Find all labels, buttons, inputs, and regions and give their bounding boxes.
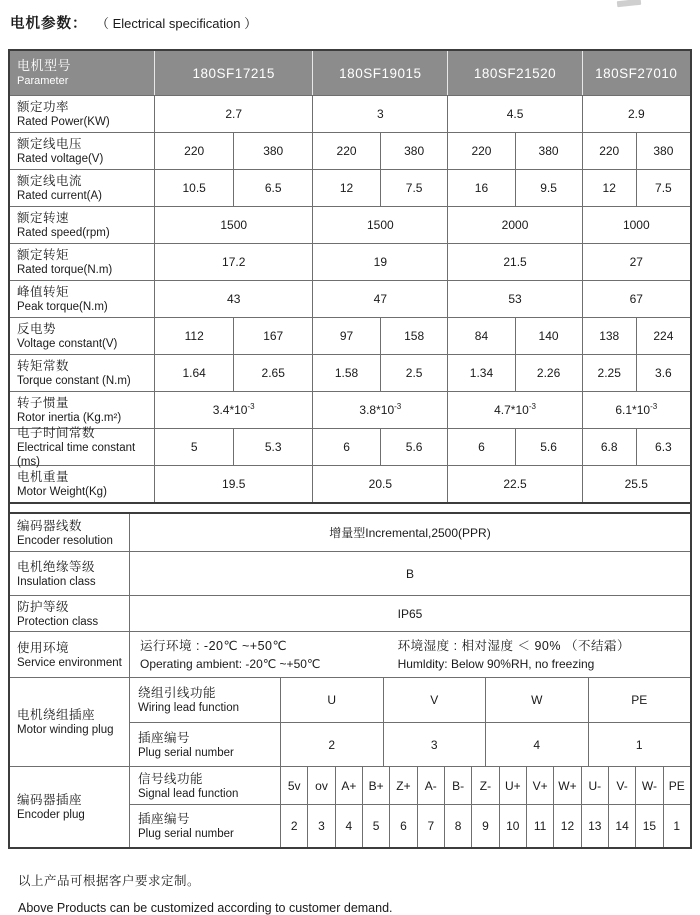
header-model-4: 180SF27010 (582, 51, 690, 95)
row-label-zh: 额定转矩 (17, 248, 70, 262)
row-service-environment (10, 631, 690, 677)
humidity-zh: 环境湿度 : 相对湿度 ＜ 90% （不结霜） (397, 639, 630, 653)
row-label (10, 281, 154, 317)
value-cell: 220 (154, 133, 233, 169)
value-cell: 10.5 (154, 170, 233, 206)
value-cell: 4 (485, 723, 588, 766)
value-cell: 220 (582, 133, 636, 169)
value-cell: 97 (312, 318, 380, 354)
value-cell: 2 (280, 723, 383, 766)
row-label-zh: 额定线电压 (17, 137, 83, 151)
inertia-base: 6.1*10 (615, 403, 651, 417)
value-cell: 84 (447, 318, 514, 354)
row-label (10, 596, 129, 631)
section-label-en: Motor winding plug (17, 724, 114, 736)
value-cell: 1500 (154, 207, 312, 243)
row-motor-weight (10, 465, 690, 502)
value-cell: 13 (581, 805, 608, 847)
operating-ambient-en: Operating ambient: -20℃ ~+50℃ (140, 657, 321, 671)
row-rated-current (10, 169, 690, 206)
value-cell: 158 (380, 318, 448, 354)
row-encoder-resolution (10, 514, 690, 551)
subrow-label (130, 805, 280, 847)
value-cell: 5.3 (233, 429, 312, 465)
value-cell (154, 392, 312, 428)
value-cell: U+ (499, 767, 526, 804)
row-label-zh: 电子时间常数 (17, 426, 96, 440)
row-label-zh: 电机绝缘等级 (17, 559, 96, 574)
subrow-label-zh: 信号线功能 (138, 771, 204, 786)
value-cell (447, 392, 581, 428)
row-label-en: Torque constant (N.m) (17, 375, 131, 387)
row-label-en: Rated speed(rpm) (17, 227, 110, 239)
row-label-en: Service environment (17, 656, 122, 669)
value-cell: A- (417, 767, 444, 804)
inertia-exponent: -3 (650, 402, 658, 411)
row-label (10, 318, 154, 354)
encoder-subtable (129, 767, 690, 847)
section-label-zh: 编码器插座 (17, 793, 83, 807)
value-cell: 2.9 (582, 96, 690, 132)
value-cell: 15 (635, 805, 662, 847)
value-cell: Z+ (389, 767, 416, 804)
row-winding-plug-serial (130, 722, 690, 766)
row-label-en: Voltage constant(V) (17, 338, 118, 350)
value-cell: 6.5 (233, 170, 312, 206)
row-label (10, 632, 129, 677)
table-header-row (10, 51, 690, 95)
value-cell: 5.6 (515, 429, 582, 465)
row-label-zh: 峰值转矩 (17, 285, 70, 299)
value-cell: 1.34 (447, 355, 514, 391)
winding-subtable (129, 678, 690, 766)
row-label (10, 355, 154, 391)
value-cell: 138 (582, 318, 636, 354)
value-cell: V (383, 678, 486, 722)
value-cell: PE (588, 678, 691, 722)
value-cell: 112 (154, 318, 233, 354)
row-label-en: Rated voltage(V) (17, 153, 104, 165)
value-cell (312, 392, 447, 428)
value-cell (582, 392, 690, 428)
row-label-en: Encoder resolution (17, 534, 113, 547)
value-cell: 10 (499, 805, 526, 847)
value-cell: 19 (312, 244, 447, 280)
value-cell: 7.5 (380, 170, 448, 206)
header-model-3: 180SF21520 (447, 51, 581, 95)
row-label-zh: 电机重量 (17, 470, 70, 484)
header-model-1: 180SF17215 (154, 51, 312, 95)
value-cell: 9.5 (515, 170, 582, 206)
value-cell: 12 (312, 170, 380, 206)
row-label-zh: 额定功率 (17, 100, 70, 114)
value-cell: 1000 (582, 207, 690, 243)
value-cell: 220 (447, 133, 514, 169)
value-cell: 53 (447, 281, 581, 317)
value-cell: U (280, 678, 383, 722)
value-cell: 6 (389, 805, 416, 847)
header-parameter-zh: 电机型号 (17, 58, 72, 73)
value-cell: 380 (233, 133, 312, 169)
row-label-en: Electrical time constant (ms) (17, 442, 136, 468)
value-cell: 21.5 (447, 244, 581, 280)
value-cell: 27 (582, 244, 690, 280)
row-label-zh: 反电势 (17, 322, 57, 336)
value-cell: W (485, 678, 588, 722)
row-peak-torque (10, 280, 690, 317)
row-encoder-plug-serial (130, 804, 690, 847)
row-label (10, 96, 154, 132)
value-cell: 67 (582, 281, 690, 317)
value-cell: 220 (312, 133, 380, 169)
section-label (10, 678, 129, 766)
value-cell: 3 (312, 96, 447, 132)
value-cell: 3.6 (636, 355, 690, 391)
value-cell: 6.8 (582, 429, 636, 465)
value-cell: W- (635, 767, 662, 804)
value-cell: 16 (447, 170, 514, 206)
subrow-label-zh: 绕组引线功能 (138, 686, 217, 700)
protection-class-value: IP65 (129, 596, 690, 631)
value-cell: PE (663, 767, 690, 804)
operating-ambient-zh: 运行环境 : -20℃ ~+50℃ (140, 639, 288, 653)
header-parameter-cell (10, 51, 154, 95)
inertia-base: 3.4*10 (212, 403, 248, 417)
value-cell: U- (581, 767, 608, 804)
value-cell: A+ (335, 767, 362, 804)
row-label (10, 392, 154, 428)
value-cell: 43 (154, 281, 312, 317)
value-cell: V+ (526, 767, 553, 804)
row-label (10, 244, 154, 280)
row-label-en: Rated Power(KW) (17, 116, 110, 128)
motor-spec-table (8, 49, 692, 504)
value-cell: 2.65 (233, 355, 312, 391)
row-label-zh: 编码器线数 (17, 518, 83, 533)
row-protection-class (10, 595, 690, 631)
row-label-en: Rotor inertia (Kg.m²) (17, 412, 122, 424)
value-cell: 20.5 (312, 466, 447, 502)
row-rated-power (10, 95, 690, 132)
row-label (10, 170, 154, 206)
value-cell: 8 (444, 805, 471, 847)
inertia-base: 4.7*10 (494, 403, 529, 417)
value-cell: 6.3 (636, 429, 690, 465)
value-cell: 2000 (447, 207, 581, 243)
row-label (10, 466, 154, 502)
value-cell: 17.2 (154, 244, 312, 280)
value-cell: 1 (663, 805, 690, 847)
row-label-zh: 使用环境 (17, 640, 70, 655)
footer-note-en: Above Products can be customized according to customer demand. (18, 901, 393, 915)
section-motor-winding-plug (10, 677, 690, 766)
value-cell: 6 (447, 429, 514, 465)
row-label-en: Rated torque(N.m) (17, 264, 113, 276)
row-rated-torque (10, 243, 690, 280)
value-cell: 1 (588, 723, 691, 766)
row-rated-voltage (10, 132, 690, 169)
section-label-zh: 电机绕组插座 (17, 708, 96, 722)
row-torque-constant (10, 354, 690, 391)
subrow-label (130, 767, 280, 804)
page-title-zh: 电机参数： (10, 16, 88, 32)
subrow-label-en: Plug serial number (138, 828, 234, 840)
subrow-label (130, 723, 280, 766)
value-cell: 1.64 (154, 355, 233, 391)
humidity (388, 638, 630, 671)
row-label-zh: 额定线电流 (17, 174, 83, 188)
value-cell: 380 (380, 133, 448, 169)
value-cell: 140 (515, 318, 582, 354)
row-rated-speed (10, 206, 690, 243)
row-label-zh: 转子惯量 (17, 396, 70, 410)
common-spec-table (8, 512, 692, 849)
value-cell: 6 (312, 429, 380, 465)
row-insulation-class (10, 551, 690, 595)
value-cell: 9 (471, 805, 498, 847)
value-cell: 25.5 (582, 466, 690, 502)
row-label-en: Peak torque(N.m) (17, 301, 108, 313)
value-cell: 2.26 (515, 355, 582, 391)
value-cell: W+ (553, 767, 580, 804)
value-cell: 12 (553, 805, 580, 847)
value-cell: 5v (280, 767, 307, 804)
value-cell: 7.5 (636, 170, 690, 206)
value-cell: 5 (362, 805, 389, 847)
value-cell: 12 (582, 170, 636, 206)
inertia-exponent: -3 (247, 402, 255, 411)
value-cell: ov (307, 767, 334, 804)
row-label-en: Protection class (17, 615, 99, 628)
subrow-label-zh: 插座编号 (138, 812, 191, 826)
section-encoder-plug (10, 766, 690, 847)
subrow-label-en: Plug serial number (138, 746, 234, 759)
humidity-en: Humldity: Below 90%RH, no freezing (397, 657, 595, 671)
row-label-zh: 防护等级 (17, 599, 70, 614)
row-label (10, 514, 129, 551)
inertia-exponent: -3 (394, 402, 402, 411)
row-label (10, 207, 154, 243)
row-electrical-time-constant (10, 426, 690, 468)
row-label-en: Motor Weight(Kg) (17, 486, 107, 498)
row-rotor-inertia (10, 391, 690, 428)
value-cell: 2.7 (154, 96, 312, 132)
value-cell: B+ (362, 767, 389, 804)
value-cell: 167 (233, 318, 312, 354)
header-model-2: 180SF19015 (312, 51, 447, 95)
row-label (10, 133, 154, 169)
value-cell: 14 (608, 805, 635, 847)
value-cell: 19.5 (154, 466, 312, 502)
value-cell: V- (608, 767, 635, 804)
row-wiring-lead-function (130, 678, 690, 722)
row-label-zh: 转矩常数 (17, 359, 70, 373)
value-cell: Z- (471, 767, 498, 804)
section-label-en: Encoder plug (17, 809, 85, 821)
value-cell: 2 (280, 805, 307, 847)
value-cell: 1.58 (312, 355, 380, 391)
row-label (10, 552, 129, 595)
value-cell: 5 (154, 429, 233, 465)
row-label-en: Rated current(A) (17, 190, 103, 202)
row-label (10, 426, 154, 468)
value-cell: B- (444, 767, 471, 804)
service-environment-value (129, 632, 690, 677)
inertia-exponent: -3 (528, 402, 536, 411)
row-voltage-constant (10, 317, 690, 354)
row-label-zh: 额定转速 (17, 211, 70, 225)
value-cell: 3 (383, 723, 486, 766)
encoder-resolution-value: 增量型Incremental,2500(PPR) (129, 514, 690, 551)
value-cell: 47 (312, 281, 447, 317)
value-cell: 380 (636, 133, 690, 169)
subrow-label-en: Signal lead function (138, 787, 239, 800)
section-label (10, 767, 129, 847)
value-cell: 7 (417, 805, 444, 847)
value-cell: 4 (335, 805, 362, 847)
inertia-base: 3.8*10 (359, 403, 395, 417)
value-cell: 224 (636, 318, 690, 354)
row-label-en: Insulation class (17, 575, 96, 588)
subrow-label-zh: 插座编号 (138, 730, 191, 745)
row-signal-lead-function (130, 767, 690, 804)
value-cell: 2.5 (380, 355, 448, 391)
insulation-class-value: B (129, 552, 690, 595)
operating-ambient (130, 638, 388, 671)
value-cell: 1500 (312, 207, 447, 243)
table-separator (8, 504, 692, 512)
footer-note-zh: 以上产品可根据客户要求定制。 (18, 874, 201, 888)
header-parameter-en: Parameter (17, 75, 69, 87)
page-title-en: （ Electrical specification ） (95, 16, 258, 31)
subrow-label-en: Wiring lead function (138, 702, 239, 714)
value-cell: 5.6 (380, 429, 448, 465)
value-cell: 4.5 (447, 96, 581, 132)
value-cell: 3 (307, 805, 334, 847)
value-cell: 380 (515, 133, 582, 169)
subrow-label (130, 678, 280, 722)
value-cell: 22.5 (447, 466, 581, 502)
footer-note (18, 871, 692, 915)
value-cell: 11 (526, 805, 553, 847)
page-title (10, 12, 692, 33)
value-cell: 2.25 (582, 355, 636, 391)
